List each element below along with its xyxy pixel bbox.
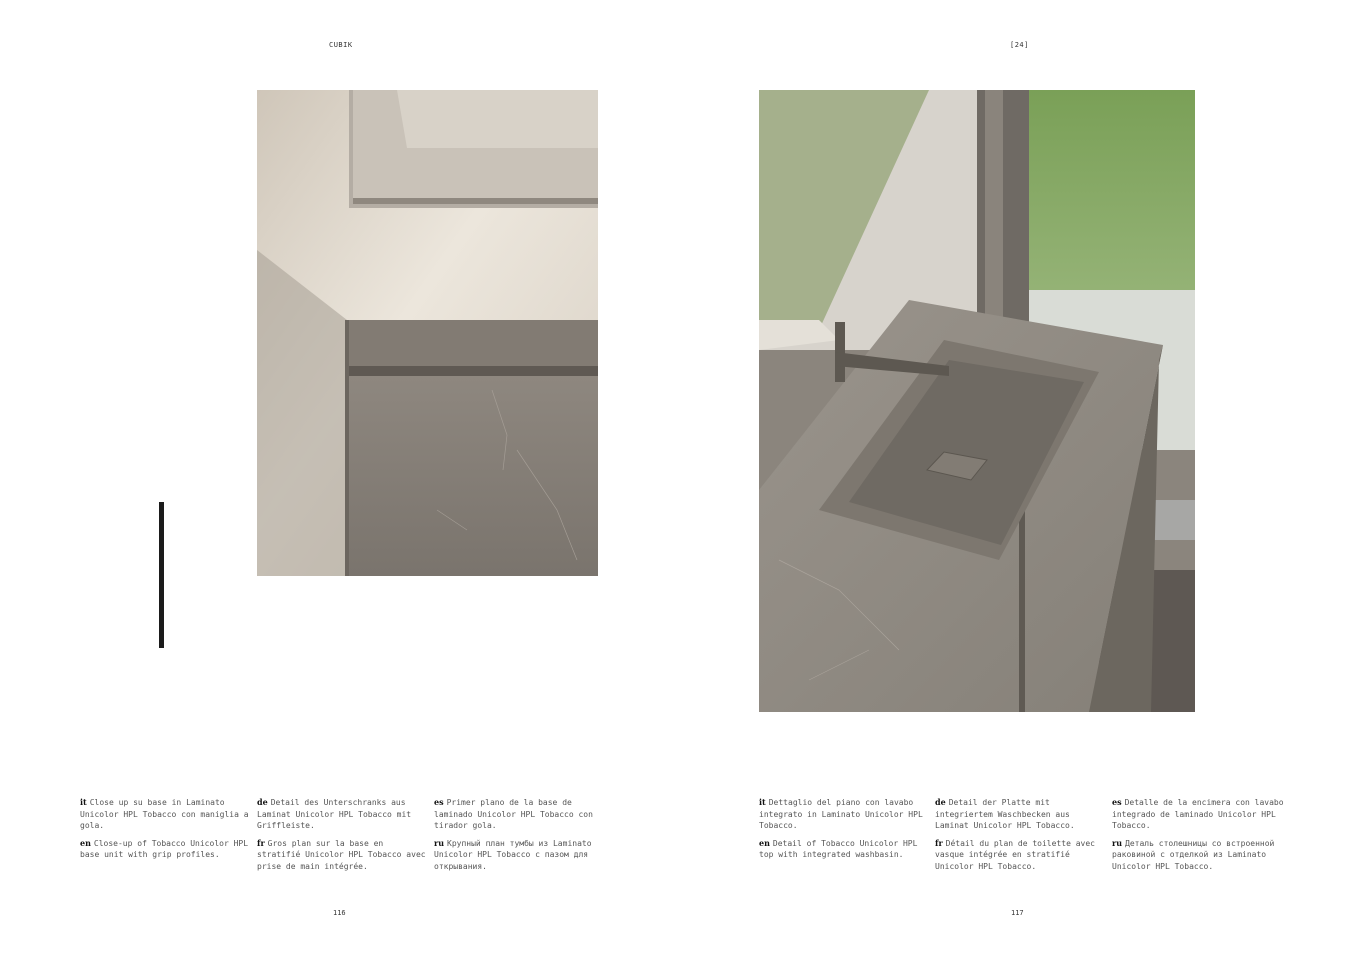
caption-it-right <box>759 797 931 832</box>
caption-text: Gros plan sur la base en stratifié Unicolor HPL Tobacco avec prise de main intégrée. <box>257 838 426 871</box>
lang-tag: it <box>80 797 87 807</box>
caption-text: Close up su base in Laminato Unicolor HPL Tobacco con maniglia a gola. <box>80 798 249 830</box>
caption-text: Détail du plan de toilette avec vasque intégrée en stratifié Unicolor HPL Tobacco. <box>935 838 1095 871</box>
caption-ru-right <box>1112 838 1284 873</box>
caption-es-right <box>1112 797 1284 832</box>
caption-column-left-3 <box>434 797 606 878</box>
caption-text: Detail des Unterschranks aus Laminat Unicolor HPL Tobacco mit Griffleiste. <box>257 798 412 830</box>
caption-column-right-1 <box>759 797 931 867</box>
caption-text: Деталь столешницы со встроенной раковиной с отделкой из Laminato Unicolor HPL Tobacco. <box>1112 838 1275 871</box>
lang-tag: ru <box>434 837 445 848</box>
caption-fr-left <box>257 838 429 873</box>
caption-column-left-1 <box>80 797 252 867</box>
lang-tag: en <box>759 837 770 848</box>
photo-base-unit-closeup <box>257 90 598 576</box>
lang-tag: ru <box>1112 837 1123 848</box>
vertical-accent-bar <box>159 502 164 648</box>
lang-tag: fr <box>935 837 943 848</box>
lang-tag: fr <box>257 837 265 848</box>
lang-tag: de <box>257 797 268 807</box>
running-header-left: CUBIK <box>329 41 353 49</box>
caption-en-right <box>759 838 931 861</box>
lang-tag: it <box>759 797 766 807</box>
page-number-left: 116 <box>333 909 346 917</box>
caption-es-left <box>434 797 606 832</box>
caption-text: Dettaglio del piano con lavabo integrato in Laminato Unicolor HPL Tobacco. <box>759 798 923 830</box>
caption-text: Detail der Platte mit integriertem Waschbecken aus Laminat Unicolor HPL Tobacco. <box>935 798 1075 830</box>
caption-text: Primer plano de la base de laminado Unicolor HPL Tobacco con tirador gola. <box>434 798 593 830</box>
photo-top-with-washbasin <box>759 90 1195 712</box>
caption-it-left <box>80 797 252 832</box>
lang-tag: de <box>935 797 946 807</box>
lang-tag: es <box>434 797 444 807</box>
caption-fr-right <box>935 838 1107 873</box>
caption-text: Detail of Tobacco Unicolor HPL top with integrated washbasin. <box>759 838 918 859</box>
caption-column-right-2 <box>935 797 1107 878</box>
caption-de-left <box>257 797 429 832</box>
caption-en-left <box>80 838 252 861</box>
page-number-right: 117 <box>1011 909 1024 917</box>
lang-tag: es <box>1112 797 1122 807</box>
caption-column-right-3 <box>1112 797 1284 878</box>
caption-column-left-2 <box>257 797 429 878</box>
caption-ru-left <box>434 838 606 873</box>
caption-text: Крупный план тумбы из Laminato Unicolor HPL Tobacco с пазом для открывания. <box>434 838 592 871</box>
caption-text: Detalle de la encimera con lavabo integrado de laminado Unicolor HPL Tobacco. <box>1112 798 1284 830</box>
caption-text: Close-up of Tobacco Unicolor HPL base unit with grip profiles. <box>80 838 249 859</box>
running-header-right: [24] <box>1010 41 1029 49</box>
caption-de-right <box>935 797 1107 832</box>
lang-tag: en <box>80 837 91 848</box>
